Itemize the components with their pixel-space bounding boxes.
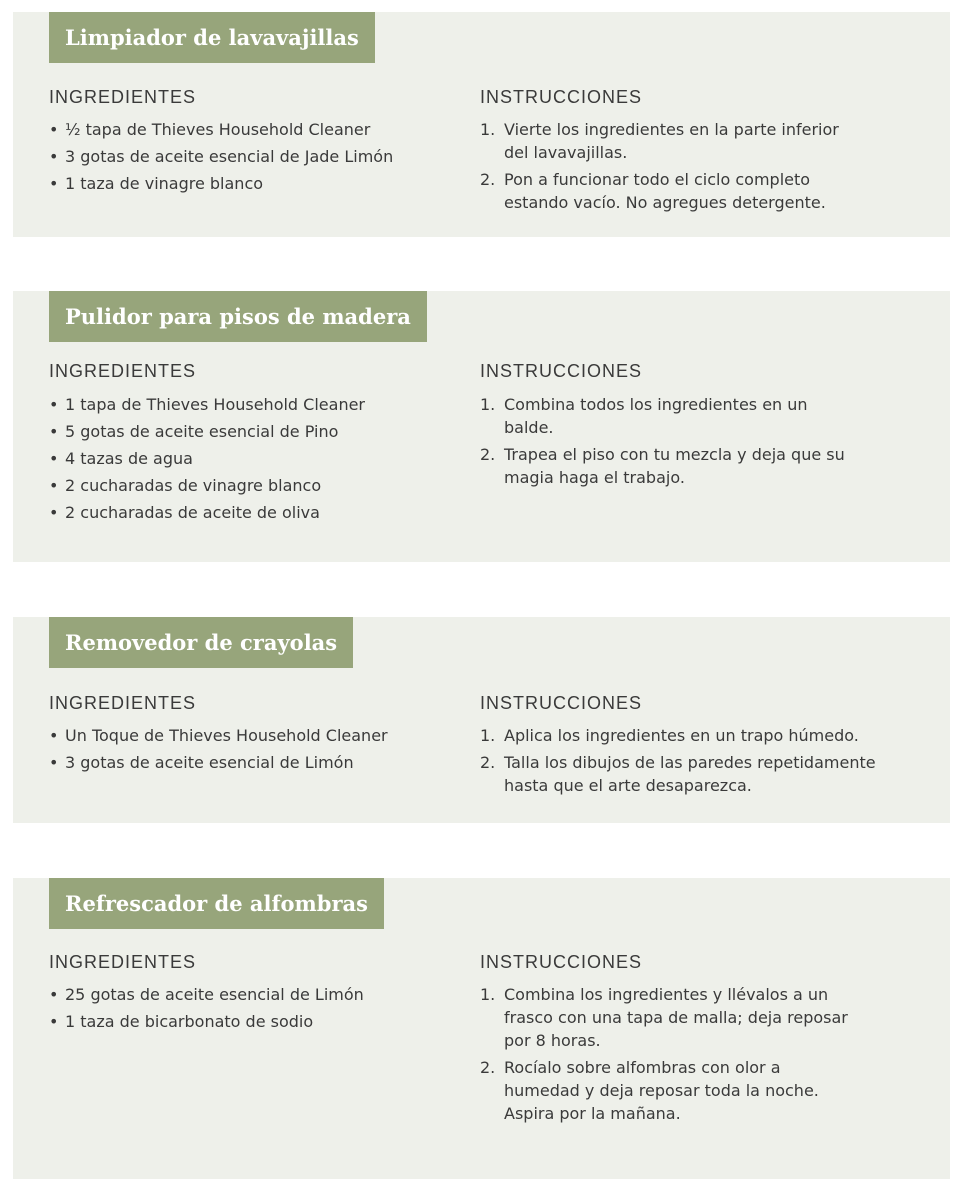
instruction-text: Vierte los ingredientes en la parte inferior del lavavajillas. <box>504 120 839 162</box>
instruction-text: Aplica los ingredientes en un trapo húmedo. <box>504 726 859 745</box>
ingredients-list <box>49 724 388 778</box>
ingredient-item: • 2 cucharadas de aceite de oliva <box>49 501 365 524</box>
instruction-text: Talla los dibujos de las paredes repetidamente hasta que el arte desaparezca. <box>504 753 876 795</box>
ingredient-item: • 5 gotas de aceite esencial de Pino <box>49 420 365 443</box>
recipe-card-carpet <box>13 878 950 1179</box>
ingredients-heading: INGREDIENTES <box>49 361 197 381</box>
recipe-card-dishwasher <box>13 12 950 237</box>
instruction-step: 2. Trapea el piso con tu mezcla y deja que su magia haga el trabajo. <box>480 445 845 487</box>
ingredient-item: • 4 tazas de agua <box>49 447 365 470</box>
instruction-step: 1. Combina los ingredientes y llévalos a un frasco con una tapa de malla; deja reposar por 8 horas. <box>480 985 848 1050</box>
instruction-step: 1. Aplica los ingredientes en un trapo húmedo. <box>480 726 859 745</box>
instruction-text: Pon a funcionar todo el ciclo completo estando vacío. No agregues detergente. <box>504 170 826 212</box>
ingredients-list <box>49 118 393 199</box>
instructions-heading: INSTRUCCIONES <box>480 952 643 972</box>
ingredient-item: • 1 tapa de Thieves Household Cleaner <box>49 393 365 416</box>
ingredient-item: • 3 gotas de aceite esencial de Limón <box>49 751 388 774</box>
instructions-list <box>480 724 900 801</box>
recipe-card-wood-floor <box>13 291 950 562</box>
instructions-list <box>480 118 860 218</box>
ingredient-item: • ½ tapa de Thieves Household Cleaner <box>49 118 393 141</box>
recipe-title: Refrescador de alfombras <box>49 878 384 929</box>
ingredient-item: • 2 cucharadas de vinagre blanco <box>49 474 365 497</box>
instruction-step: 2. Rocíalo sobre alfombras con olor a humedad y deja reposar toda la noche. Aspira por la mañana. <box>480 1058 819 1123</box>
ingredients-heading: INGREDIENTES <box>49 87 197 107</box>
recipe-title: Limpiador de lavavajillas <box>49 12 375 63</box>
ingredient-item: • Un Toque de Thieves Household Cleaner <box>49 724 388 747</box>
instruction-step: 2. Talla los dibujos de las paredes repetidamente hasta que el arte desaparezca. <box>480 753 876 795</box>
ingredient-item: • 1 taza de bicarbonato de sodio <box>49 1010 364 1033</box>
ingredients-list <box>49 393 365 528</box>
ingredients-heading: INGREDIENTES <box>49 693 197 713</box>
instruction-step: 1. Combina todos los ingredientes en un balde. <box>480 395 808 437</box>
instructions-list <box>480 393 860 493</box>
ingredients-heading: INGREDIENTES <box>49 952 197 972</box>
ingredient-item: • 1 taza de vinagre blanco <box>49 172 393 195</box>
instruction-text: Rocíalo sobre alfombras con olor a humedad y deja reposar toda la noche. Aspira por la mañana. <box>504 1058 819 1123</box>
ingredient-item: • 25 gotas de aceite esencial de Limón <box>49 983 364 1006</box>
instructions-heading: INSTRUCCIONES <box>480 693 643 713</box>
instructions-heading: INSTRUCCIONES <box>480 361 643 381</box>
instruction-text: Trapea el piso con tu mezcla y deja que su magia haga el trabajo. <box>504 445 845 487</box>
ingredients-list <box>49 983 364 1037</box>
instruction-step: 1. Vierte los ingredientes en la parte inferior del lavavajillas. <box>480 120 839 162</box>
recipe-title: Removedor de crayolas <box>49 617 353 668</box>
recipe-title: Pulidor para pisos de madera <box>49 291 427 342</box>
instructions-list <box>480 983 860 1129</box>
instruction-step: 2. Pon a funcionar todo el ciclo completo estando vacío. No agregues detergente. <box>480 170 826 212</box>
instructions-heading: INSTRUCCIONES <box>480 87 643 107</box>
instruction-text: Combina los ingredientes y llévalos a un frasco con una tapa de malla; deja reposar por 8 horas. <box>504 985 848 1050</box>
recipe-card-crayon <box>13 617 950 823</box>
instruction-text: Combina todos los ingredientes en un balde. <box>504 395 808 437</box>
ingredient-item: • 3 gotas de aceite esencial de Jade Limón <box>49 145 393 168</box>
